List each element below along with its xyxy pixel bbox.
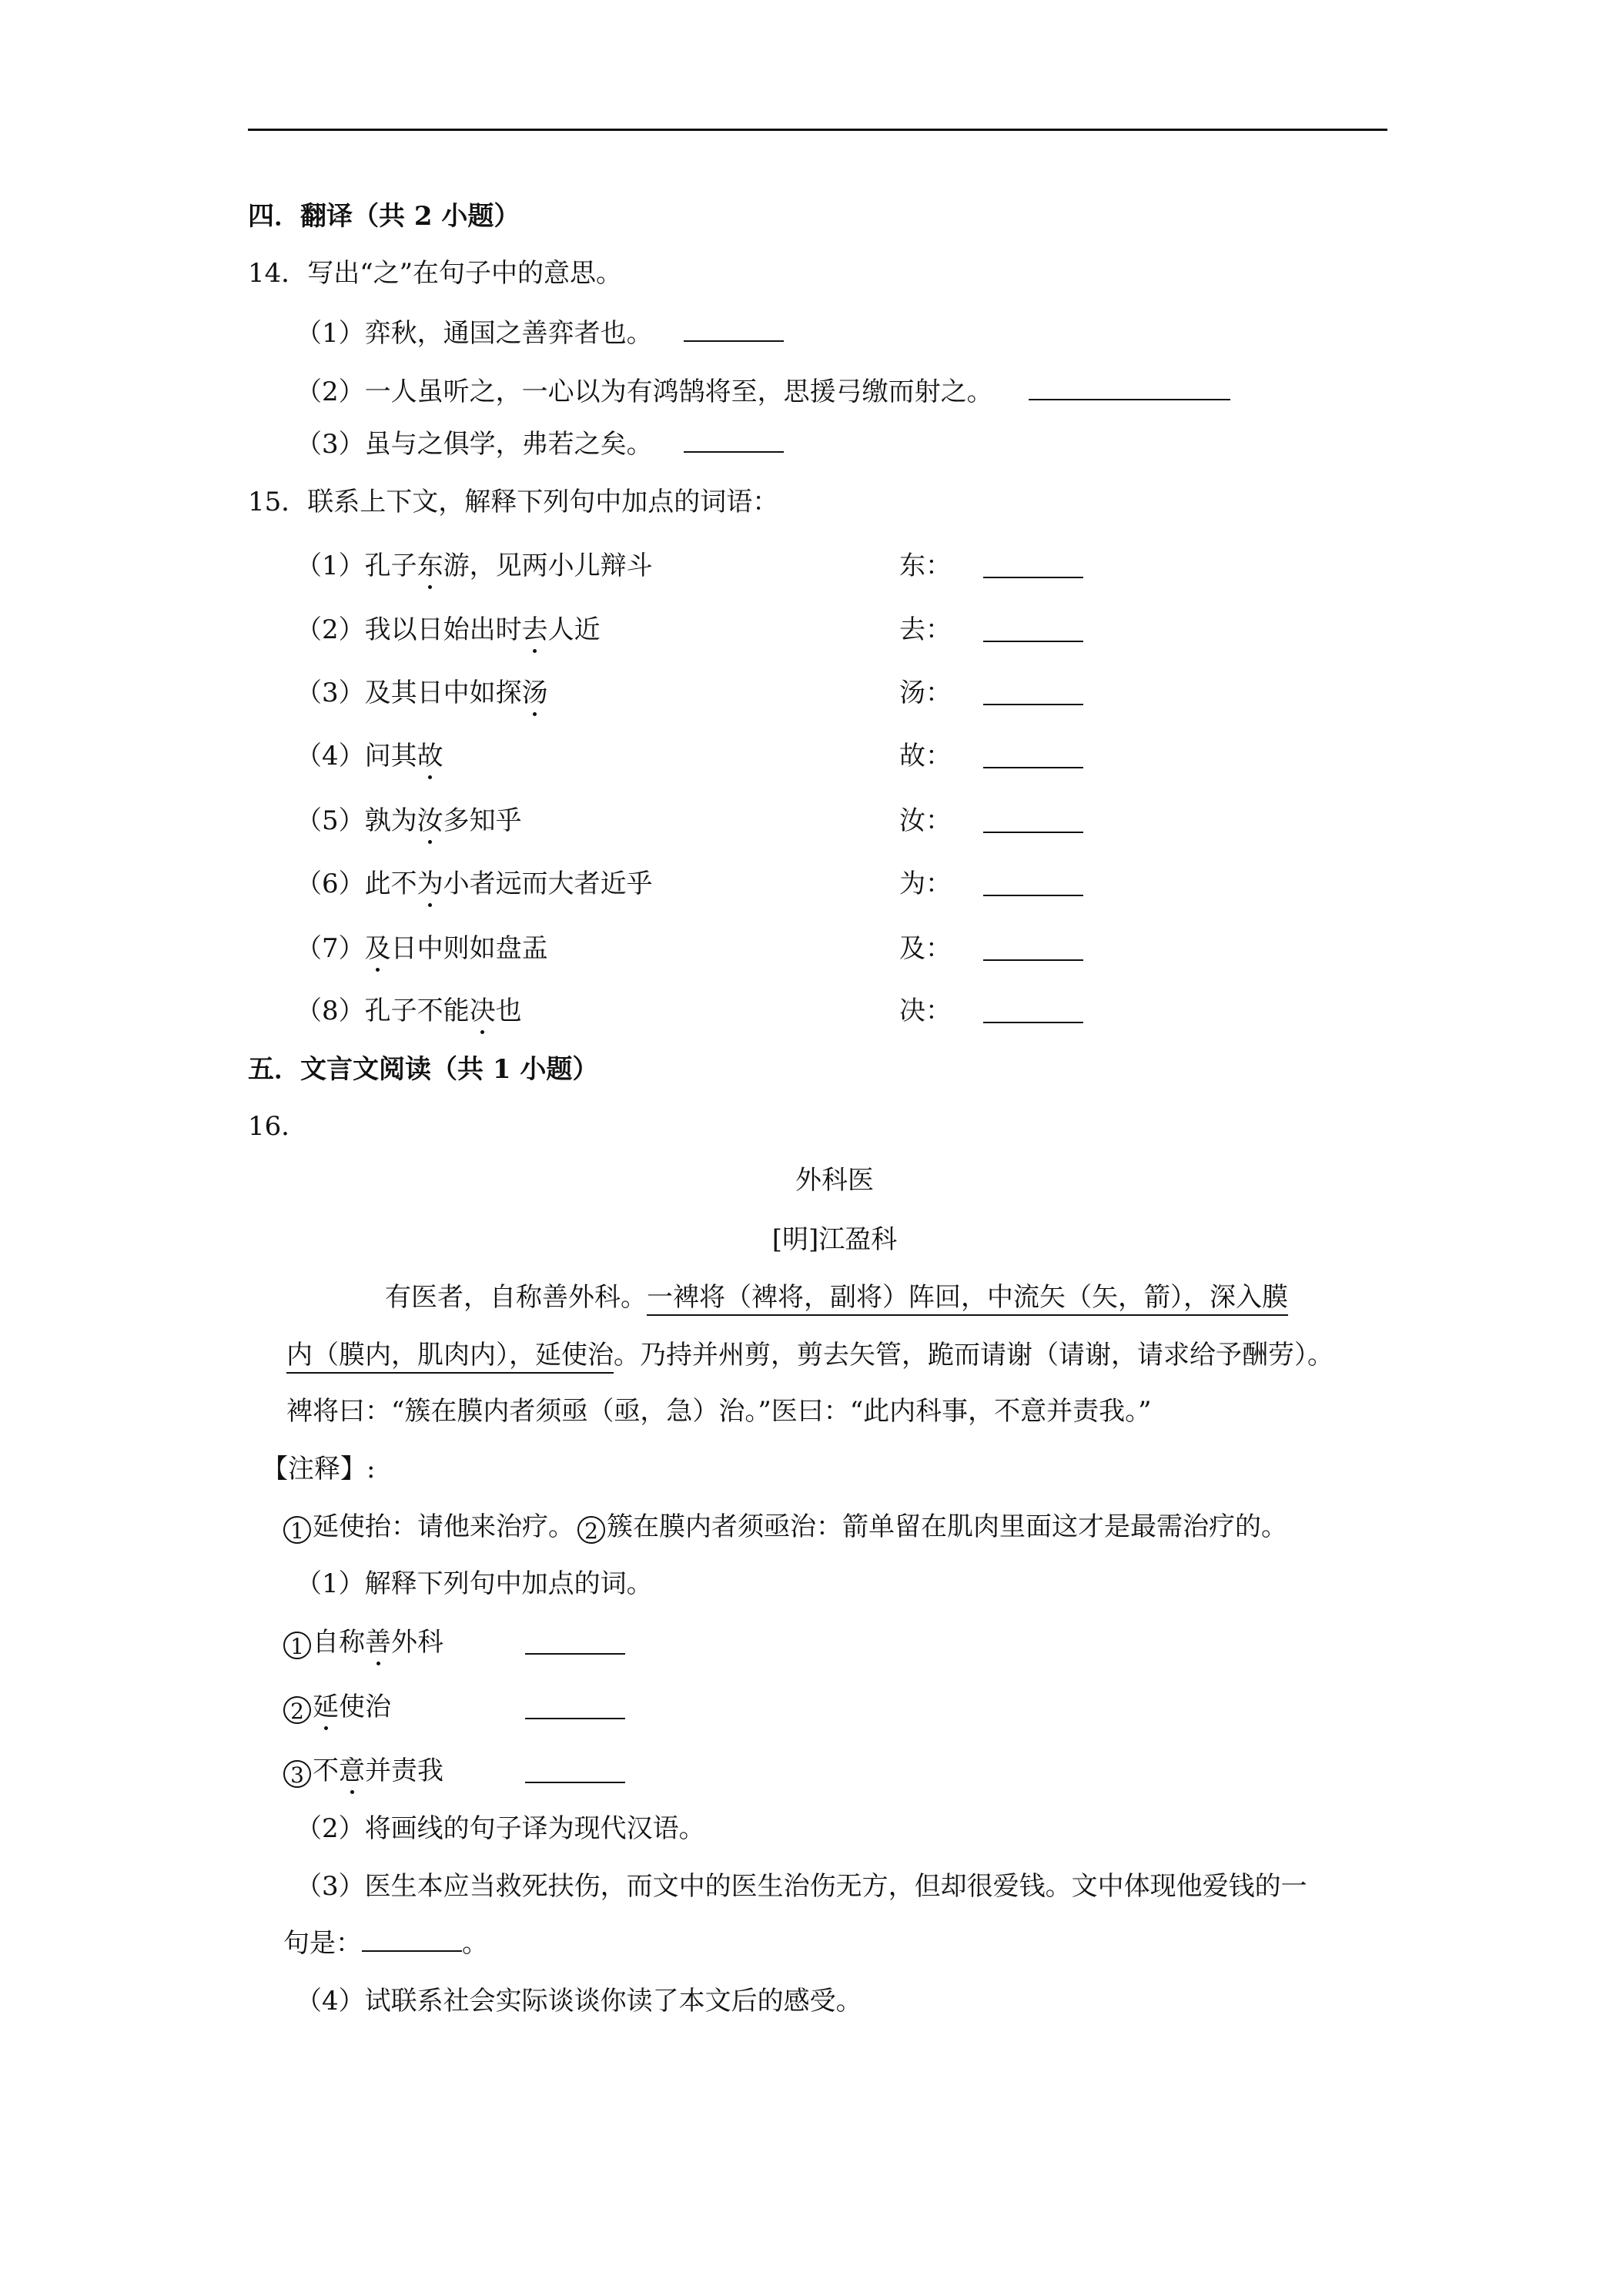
sub1-item-text: 外科 — [391, 1627, 443, 1658]
question-14-stem: 14．写出“之”在句子中的意思。 — [248, 258, 623, 289]
circled-number-icon: 3 — [283, 1760, 311, 1788]
q14-item-1-text: （1）弈秋，通国之善弈者也。 — [296, 318, 653, 349]
passage-text: 有医者，自称善外科。 — [385, 1282, 647, 1313]
q15-item-text: 小者远而大者近乎 — [443, 869, 653, 899]
q15-item-text: 也 — [495, 996, 522, 1026]
q15-item — [296, 741, 1451, 771]
answer-blank[interactable] — [983, 744, 1083, 768]
q15-item — [296, 996, 1451, 1026]
term-label: 汤： — [899, 678, 952, 708]
q14-item-3 — [296, 428, 784, 460]
answer-blank[interactable] — [983, 808, 1083, 833]
circled-number-icon: 1 — [283, 1632, 311, 1659]
passage-line-3: 裨将曰：“簇在膜内者须亟（亟，急）治。”医曰：“此内科事，不意并责我。” — [286, 1396, 1152, 1427]
answer-blank[interactable] — [362, 1927, 462, 1952]
q14-item-2 — [296, 376, 1230, 407]
sub1-item-text: 不 — [313, 1755, 339, 1786]
underlined-sentence: 内（膜内，肌肉内），延使治 — [286, 1340, 614, 1374]
section-heading-translation: 四．翻译（共 2 小题） — [248, 201, 520, 232]
answer-blank[interactable] — [983, 872, 1083, 896]
q15-item-text: （8）孔子不能 — [296, 996, 470, 1026]
term-label: 及： — [899, 933, 952, 964]
term-label: 去： — [899, 614, 952, 645]
passage-author: [明]江盈科 — [771, 1224, 898, 1255]
sub-question-4: （4）试联系社会实际谈谈你读了本文后的感受。 — [296, 1986, 862, 2017]
sub-question-2: （2）将画线的句子译为现代汉语。 — [296, 1813, 705, 1844]
answer-blank[interactable] — [983, 681, 1083, 705]
question-16-number: 16． — [248, 1111, 308, 1142]
answer-blank[interactable] — [983, 936, 1083, 961]
answer-blank[interactable] — [525, 1630, 625, 1655]
sub3-text: 句是： — [283, 1928, 362, 1959]
passage-text: 。乃持并州剪，剪去矢管，跪而请谢（请谢，请求给予酬劳）。 — [614, 1340, 1334, 1371]
q15-item — [296, 678, 1451, 708]
q15-item — [296, 933, 1451, 964]
answer-blank[interactable] — [684, 317, 784, 342]
circled-number-icon: 2 — [283, 1696, 311, 1724]
term-label: 决： — [899, 996, 952, 1026]
sub3-period: 。 — [462, 1928, 488, 1959]
answer-blank[interactable] — [983, 618, 1083, 642]
sub-question-3-line-1: （3）医生本应当救死扶伤，而文中的医生治伤无方，但却很爱钱。文中体现他爱钱的一 — [296, 1871, 1307, 1902]
sub1-item-text: 使治 — [339, 1692, 391, 1722]
q14-item-1 — [296, 317, 784, 349]
dotted-keyword: 汤 — [521, 678, 548, 708]
q15-item — [296, 869, 1451, 899]
q15-item — [296, 614, 1451, 645]
answer-blank[interactable] — [1029, 376, 1230, 400]
sub-question-3-line-2 — [283, 1927, 488, 1959]
header-rule — [248, 129, 1387, 131]
q15-item-text: （7） — [296, 933, 365, 964]
notes-label: 【注释】: — [262, 1454, 376, 1484]
q15-item-text: （1）孔子 — [296, 551, 417, 581]
sub1-item — [283, 1627, 899, 1659]
dotted-keyword: 及 — [364, 933, 391, 964]
note-1: 延使抬：请他来治疗。 — [313, 1511, 574, 1542]
passage-line-2 — [286, 1340, 1334, 1371]
q15-item-text: 游，见两小儿辩斗 — [443, 551, 653, 581]
q15-item-text: （2）我以日始出时 — [296, 614, 522, 645]
circled-number-icon: 1 — [283, 1516, 311, 1544]
sub1-item-text: 自称 — [313, 1627, 365, 1658]
q15-item — [296, 805, 1451, 836]
term-label: 为： — [899, 869, 952, 899]
dotted-keyword: 故 — [417, 741, 443, 771]
note-2: 簇在膜内者须亟治：箭单留在肌肉里面这才是最需治疗的。 — [607, 1511, 1287, 1542]
dotted-keyword: 汝 — [417, 805, 443, 836]
circled-number-icon: 2 — [577, 1516, 605, 1544]
q15-item-text: （3）及其日中如探 — [296, 678, 522, 708]
answer-blank[interactable] — [983, 554, 1083, 578]
q15-item-text: （6）此不 — [296, 869, 417, 899]
dotted-keyword: 决 — [469, 996, 496, 1026]
dotted-keyword: 意 — [339, 1755, 365, 1786]
term-label: 故： — [899, 741, 952, 771]
answer-blank[interactable] — [983, 999, 1083, 1023]
notes-line — [283, 1511, 1287, 1544]
passage-line-1 — [385, 1282, 1288, 1313]
term-label: 东： — [899, 551, 952, 581]
dotted-keyword: 延 — [313, 1692, 339, 1722]
q15-item-text: （5）孰为 — [296, 805, 417, 836]
q14-item-2-text: （2）一人虽听之，一心以为有鸿鹄将至，思援弓缴而射之。 — [296, 377, 993, 407]
term-label: 汝： — [899, 805, 952, 836]
q15-item-text: 多知乎 — [443, 805, 522, 836]
dotted-keyword: 东 — [417, 551, 443, 581]
sub1-item — [283, 1692, 899, 1724]
q15-item-text: 人近 — [547, 614, 601, 645]
answer-blank[interactable] — [525, 1759, 625, 1783]
q15-item — [296, 551, 1451, 581]
question-15-stem: 15．联系上下文，解释下列句中加点的词语： — [248, 487, 779, 517]
dotted-keyword: 为 — [417, 869, 443, 899]
sub1-item-text: 并责我 — [365, 1755, 443, 1786]
q15-item-text: 日中则如盘盂 — [390, 933, 548, 964]
q14-item-3-text: （3）虽与之俱学，弗若之矣。 — [296, 429, 653, 460]
passage-title: 外科医 — [795, 1165, 874, 1196]
dotted-keyword: 去 — [521, 614, 548, 645]
q15-item-text: （4）问其 — [296, 741, 417, 771]
dotted-keyword: 善 — [365, 1627, 391, 1658]
sub1-item — [283, 1755, 899, 1788]
sub-question-1: （1）解释下列句中加点的词。 — [296, 1568, 653, 1599]
section-heading-classical-reading: 五．文言文阅读（共 1 小题） — [248, 1054, 599, 1085]
answer-blank[interactable] — [525, 1695, 625, 1719]
answer-blank[interactable] — [684, 428, 784, 453]
underlined-sentence: 一裨将（裨将，副将）阵回，中流矢（矢，箭），深入膜 — [647, 1282, 1288, 1316]
